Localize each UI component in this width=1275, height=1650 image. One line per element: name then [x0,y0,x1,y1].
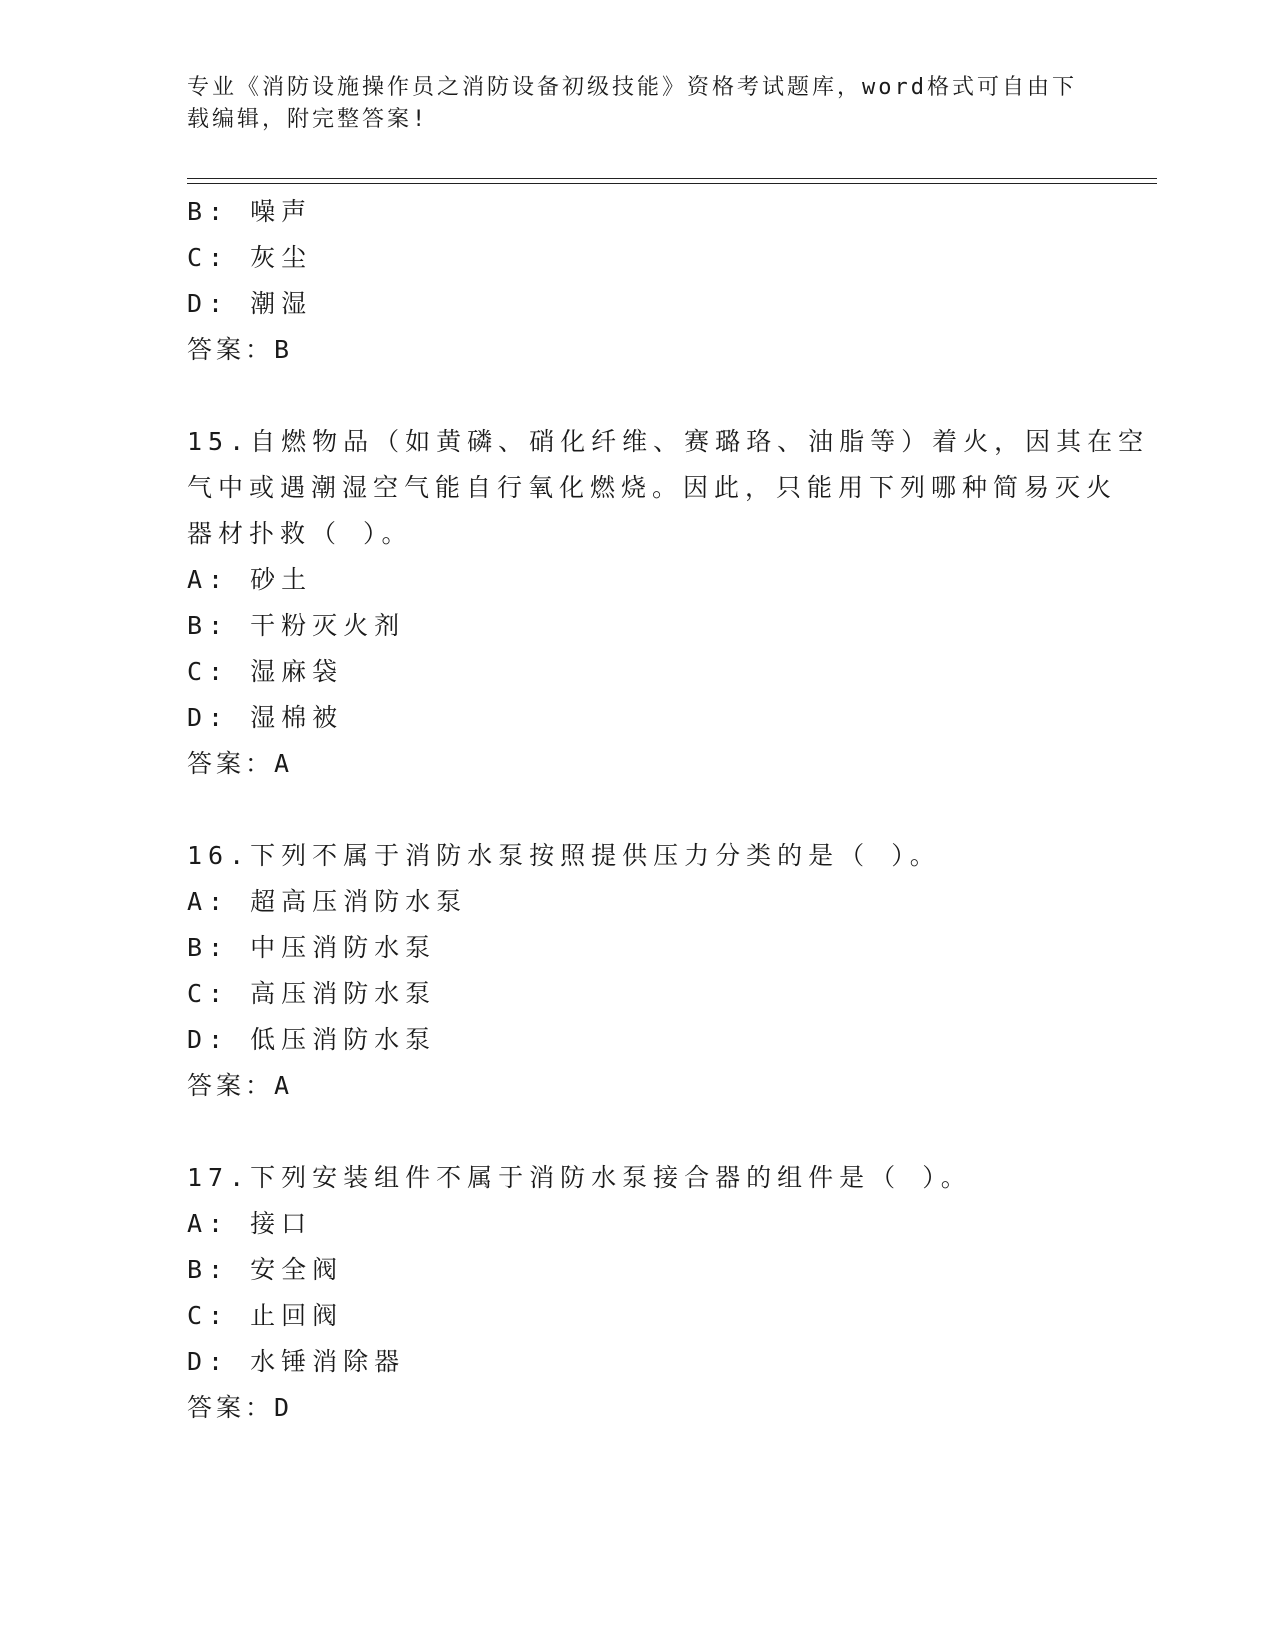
option-b: B: 中压消防水泵 [187,933,437,962]
option-b: B: 干粉灭火剂 [187,611,406,640]
option-c: C: 湿麻袋 [187,657,344,686]
option-b: B: 噪声 [187,197,313,226]
question-stem-line: 器材扑救（ ）。 [187,519,413,548]
question-stem-line: 16.下列不属于消防水泵按照提供压力分类的是（ ）。 [187,841,941,870]
option-a: A: 砂土 [187,565,313,594]
answer-line: 答案：D [187,1393,294,1422]
header-divider-top [187,178,1157,179]
answer-line: 答案：A [187,749,294,778]
question-stem-line: 17.下列安装组件不属于消防水泵接合器的组件是（ ）。 [187,1163,972,1192]
answer-line: 答案：B [187,335,294,364]
spacer [187,373,1087,419]
question-block-14 [187,189,1087,373]
option-c: C: 灰尘 [187,243,313,272]
option-a: A: 超高压消防水泵 [187,887,468,916]
header-line-1: 专业《消防设施操作员之消防设备初级技能》资格考试题库，word格式可自由下 [187,75,1077,100]
option-d: D: 潮湿 [187,289,313,318]
option-d: D: 低压消防水泵 [187,1025,437,1054]
spacer [187,1109,1087,1155]
option-d: D: 水锤消除器 [187,1347,406,1376]
document-header [187,72,1087,136]
question-block-17 [187,1155,1087,1431]
option-c: C: 止回阀 [187,1301,344,1330]
question-block-15 [187,419,1150,787]
question-block-16 [187,833,1087,1109]
spacer [187,787,1087,833]
answer-line: 答案：A [187,1071,294,1100]
option-c: C: 高压消防水泵 [187,979,437,1008]
option-a: A: 接口 [187,1209,313,1238]
question-stem-line: 15.自燃物品（如黄磷、硝化纤维、赛璐珞、油脂等）着火，因其在空 [187,427,1150,456]
question-stem-line: 气中或遇潮湿空气能自行氧化燃烧。因此，只能用下列哪种简易灭火 [187,473,1118,502]
option-b: B: 安全阀 [187,1255,344,1284]
question-content [187,189,1150,1431]
option-d: D: 湿棉被 [187,703,344,732]
header-line-2: 载编辑，附完整答案! [187,107,429,132]
header-divider-bottom [187,183,1157,184]
